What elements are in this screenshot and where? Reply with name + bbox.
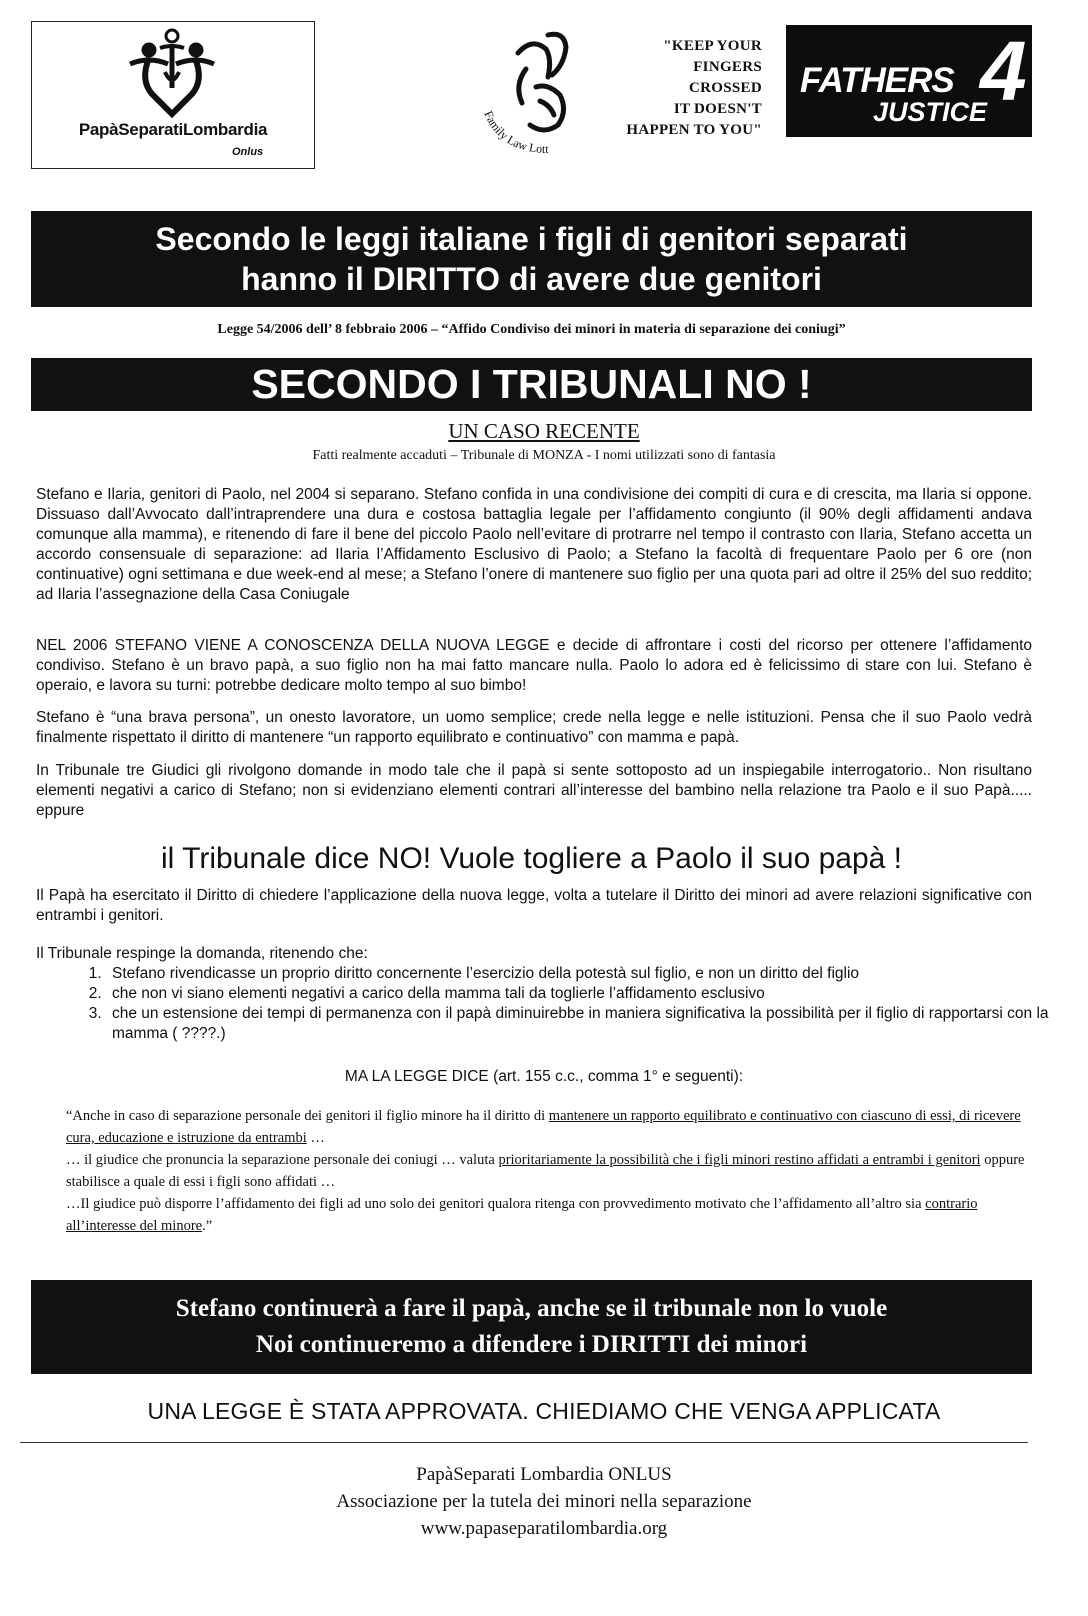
law-quote-underline: contrario all’interesse del minore [66, 1196, 978, 1234]
crossed-fingers-icon [478, 25, 608, 165]
footer-website: www.papaseparatilombardia.org [420, 1518, 668, 1539]
papaseparati-logo [31, 21, 315, 169]
fathers4justice-logo [786, 25, 1032, 137]
papaseparati-logo-onlus: Onlus [232, 146, 264, 158]
list-item: 1. Stefano rivendicasse un proprio diritto concernente l’esercizio della potestà sul figlio, e non un diritto del figlio [106, 964, 1072, 984]
lotto-arc-text: Family Law Lott [481, 108, 549, 157]
family-law-lotto-logo [478, 25, 608, 165]
f4j-word-fathers: FATHERS [800, 61, 954, 100]
paragraph-story: Stefano e Ilaria, genitori di Paolo, nel 2004 si separano. Stefano confida in una condivisione dei compiti di cura e di crescita, ma Ilaria si oppone. Dissuaso dall’Avvocato dall’intraprendere una dura e costosa battaglia legale per l’affidamento congiunto (il 90% degli affidamenti andava comunque alla mamma), e ritenendo di fare il bene del piccolo Paolo nell’evitare di protrarre nel tempo il contrasto con Ilaria, Stefano accetta un accordo consensuale di separazione: ad Ilaria l’Affidamento Esclusivo di Paolo; a Stefano la facoltà di frequentare Paolo per 6 ore (non continuative) ogni settimana e due week-end al mese; a Stefano l’onere di mantenere suo figlio per una quota pari ad oltre il 25% del suo reddito; ad Ilaria l’assegnazione della Casa Coniugale [36, 486, 1032, 603]
footer-tagline: Associazione per la tutela dei minori nella separazione [336, 1491, 752, 1512]
case-subtitle: Fatti realmente accaduti – Tribunale di MONZA - I nomi utilizzati sono di fantasia [312, 448, 776, 463]
quote-line: CROSSED [689, 80, 762, 96]
paragraph-papa-right: Il Papà ha esercitato il Diritto di chiedere l’applicazione della nuova legge, volta a tutelare il Diritto dei minori ad avere relazioni significative con entrambi i genitori. [36, 887, 1032, 924]
family-figures-icon [122, 28, 222, 124]
footer-org: PapàSeparati Lombardia ONLUS [416, 1464, 672, 1485]
footer [0, 1461, 1088, 1542]
lotto-quote [612, 36, 762, 141]
law-reference: Legge 54/2006 dell’ 8 febbraio 2006 – “Affido Condiviso dei minori in materia di separazione dei coniugi” [217, 322, 846, 337]
main-banner-line2: hanno il DIRITTO di avere due genitori [241, 261, 822, 297]
reasons-lead: Il Tribunale respinge la domanda, ritenendo che: [36, 945, 368, 962]
law-quote-part3: …Il giudice può disporre l’affidamento dei figli ad uno solo dei genitori qualora ritenga con provvedimento motivato che l’affidamento all’altro sia contrario all’interesse del minore.” [66, 1196, 978, 1234]
main-banner-line1: Secondo le leggi italiane i figli di genitori separati [155, 221, 908, 257]
law-quote-part2: … il giudice che pronuncia la separazione personale dei coniugi … valuta prioritariamente la possibilità che i figli minori restino affidati a entrambi i genitori oppure stabilisce a quale di essi i figli sono affidati … [66, 1152, 1025, 1190]
footer-divider [20, 1442, 1028, 1443]
quote-line: HAPPEN TO YOU" [626, 122, 762, 138]
law-quote-underline: prioritariamente la possibilità che i figli minori restino affidati a entrambi i genitori [498, 1152, 981, 1168]
paragraph-good-person: Stefano è “una brava persona”, un onesto lavoratore, un uomo semplice; crede nella legge e nelle istituzioni. Pensa che il suo Paolo vedrà finalmente rispettato il diritto di mantenere “un rapporto equilibrato e continuativo” con mamma e papà. [36, 709, 1032, 746]
papaseparati-logo-name: PapàSeparatiLombardia [78, 120, 268, 139]
quote-line: FINGERS [693, 59, 762, 75]
case-title [0, 419, 1088, 444]
list-item: 3. che un estensione dei tempi di permanenza con il papà diminuirebbe in maniera significativa la possibilità per il figlio di rapportarsi con la mamma ( ????.) [106, 1004, 1072, 1044]
f4j-digit: 4 [980, 24, 1027, 118]
slogan: UNA LEGGE È STATA APPROVATA. CHIEDIAMO CHE VENGA APPLICATA [147, 1398, 941, 1424]
closing-banner-line2: Noi continueremo a difendere i DIRITTI dei minori [255, 1331, 808, 1358]
tribunal-says-no-headline: il Tribunale dice NO! Vuole togliere a Paolo il suo papà ! [161, 842, 902, 875]
paragraph-tribunal-rejects [36, 944, 1032, 964]
law-quote-part1: “Anche in caso di separazione personale dei genitori il figlio minore ha il diritto di mantenere un rapporto equilibrato e continuativo con ciascuno di essi, di ricevere cura, educazione e istruzione da entrambi … [66, 1108, 1021, 1146]
law-says-heading: MA LA LEGGE DICE (art. 155 c.c., comma 1° e seguenti): [344, 1068, 744, 1085]
case-title-text: UN CASO RECENTE [448, 419, 640, 443]
list-item: 2. che non vi siano elementi negativi a carico della mamma tali da toglierle l’affidamento esclusivo [106, 984, 1072, 1004]
main-banner [31, 211, 1032, 307]
law-quote-underline: mantenere un rapporto equilibrato e continuativo con ciascuno di essi, di ricevere cura, educazione e istruzione da entrambi [66, 1108, 1021, 1146]
quote-line: IT DOESN'T [673, 101, 762, 117]
reasons-list [66, 964, 1072, 1044]
f4j-word-justice: JUSTICE [873, 97, 988, 127]
paragraph-new-law: NEL 2006 STEFANO VIENE A CONOSCENZA DELLA NUOVA LEGGE e decide di affrontare i costi del ricorso per ottenere l’affidamento condiviso. Stefano è un bravo papà, a suo figlio non ha mai fatto mancare nulla. Paolo lo adora ed è felicissimo di stare con lui. Stefano è operaio, e lavora su turni: potrebbe dedicare molto tempo al suo bimbo! [36, 637, 1032, 694]
closing-banner-line1: Stefano continuerà a fare il papà, anche se il tribunale non lo vuole [175, 1295, 888, 1322]
paragraph-tribunal: In Tribunale tre Giudici gli rivolgono domande in modo tale che il papà si sente sottoposto ad un inspiegabile interrogatorio.. Non risultano elementi negativi a carico di Stefano; non si evidenziano elementi contrari all’interesse del bambino nella relazione tra Paolo e il suo Papà..... eppure [36, 762, 1032, 819]
closing-banner [31, 1280, 1032, 1374]
quote-line: "KEEP YOUR [663, 38, 762, 54]
tribunali-banner: SECONDO I TRIBUNALI NO ! [31, 358, 1032, 411]
law-quote [66, 1105, 1032, 1237]
